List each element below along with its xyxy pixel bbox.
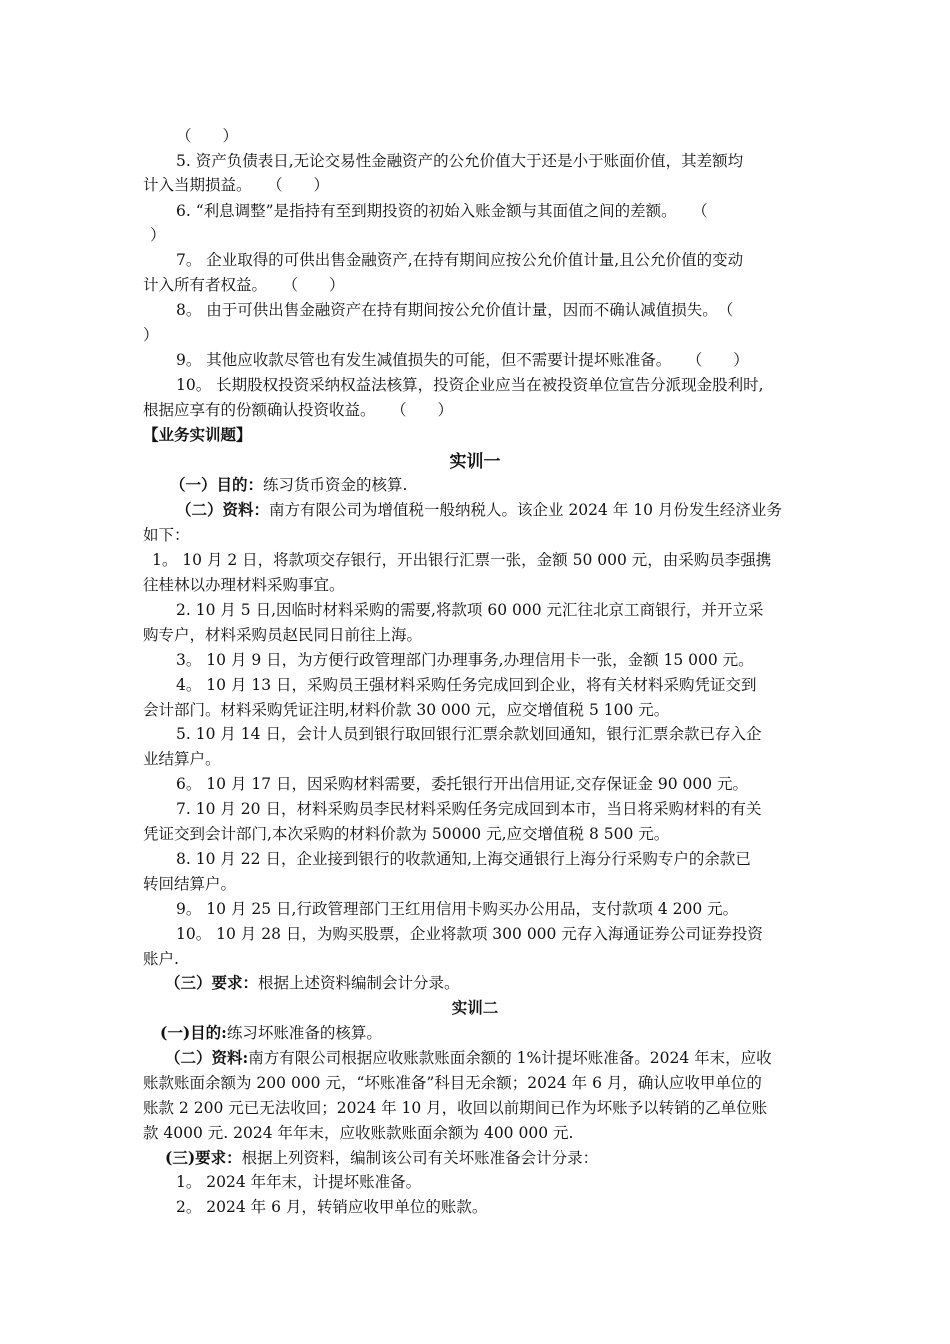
training-1-purpose <box>170 475 407 495</box>
training-1-material <box>176 500 782 520</box>
training-1-item-line: 8. 10 月 22 日，企业接到银行的收款通知,上海交通银行上海分行采购专户的余款已 <box>176 850 751 868</box>
purpose-label: (一)目的: <box>160 1023 227 1042</box>
question-8: 8。 由于可供出售金融资产在持有期间按公允价值计量，因而不确认减值损失。 （ <box>176 301 734 319</box>
training-2-title: 实训二 <box>451 998 499 1017</box>
training-2-material <box>165 1048 772 1068</box>
training-1-requirement <box>165 973 460 993</box>
purpose-label: （一）目的： <box>170 475 264 494</box>
material-text: 南方有限公司根据应收账款账面余额的 1%计提坏账准备。2024 年末，应收 <box>248 1049 772 1067</box>
question-6: 6. “利息调整”是指持有至到期投资的初始入账金额与其面值之间的差额。 （ <box>176 202 708 220</box>
training-1-title: 实训一 <box>449 452 501 472</box>
training-1-item-line: 10。 10 月 28 日，为购买股票，企业将款项 300 000 元存入海通证券公司证券投资 <box>176 925 763 943</box>
question-bracket-line: （ ） <box>176 127 239 145</box>
training-2-item: 2。 2024 年 6 月，转销应收甲单位的账款。 <box>176 1198 488 1216</box>
purpose-text: 练习坏账准备的核算。 <box>226 1024 382 1042</box>
training-2-requirement <box>165 1148 598 1168</box>
training-2-item: 1。 2024 年年末，计提坏账准备。 <box>176 1173 422 1191</box>
training-1-item-line: 往桂林以办理材料采购事宜。 <box>143 576 345 594</box>
training-1-item-line: 6。 10 月 17 日，因采购材料需要，委托银行开出信用证,交存保证金 90 000 元。 <box>176 775 749 793</box>
question-9: 9。 其他应收款尽管也有发生减值损失的可能，但不需要计提坏账准备。 （ ） <box>176 351 749 369</box>
training-1-item-line: 4。 10 月 13 日，采购员王强材料采购任务完成回到企业，将有关材料采购凭证交到 <box>176 676 757 694</box>
requirement-label: (三)要求： <box>165 1148 242 1167</box>
requirement-text: 根据上列资料，编制该公司有关坏账准备会计分录： <box>241 1149 599 1167</box>
requirement-label: （三）要求： <box>165 973 259 992</box>
question-7-cont: 计入所有者权益。 （ ） <box>143 276 345 294</box>
question-5: 5. 资产负债表日,无论交易性金融资产的公允价值大于还是小于账面价值，其差额均 <box>176 152 744 170</box>
training-2-material-line: 账款 2 200 元已无法收回；2024 年 10 月，收回以前期间已作为坏账予以转销的乙单位账 <box>143 1099 768 1117</box>
question-8-cont: ） <box>143 326 159 344</box>
training-2-purpose <box>160 1023 382 1043</box>
training-1-item-line: 7. 10 月 20 日，材料采购员李民材料采购任务完成回到本市，当日将采购材料的有关 <box>176 800 762 818</box>
training-1-material-cont: 如下： <box>143 526 190 544</box>
training-1-item-line: 2. 10 月 5 日,因临时材料采购的需要,将款项 60 000 元汇往北京工商银行，并开立采 <box>176 601 764 619</box>
training-1-item-line: 会计部门。材料采购凭证注明,材料价款 30 000 元，应交增值税 5 100 元。 <box>143 701 670 719</box>
material-label: （二）资料： <box>176 500 270 519</box>
training-2-material-line: 款 4000 元. 2024 年年末，应收账款账面余额为 400 000 元. <box>143 1124 574 1142</box>
training-1-item-line: 业结算户。 <box>143 750 221 768</box>
section-heading: 【业务实训题】 <box>143 425 252 444</box>
training-1-item-line: 购专户，材料采购员赵民同日前往上海。 <box>143 626 423 644</box>
training-1-item-line: 9。 10 月 25 日,行政管理部门王红用信用卡购买办公用品，支付款项 4 200 元。 <box>176 900 739 918</box>
training-1-item-line: 5. 10 月 14 日，会计人员到银行取回银行汇票余款划回通知，银行汇票余款已存入企 <box>176 725 762 743</box>
purpose-text: 练习货币资金的核算. <box>263 476 408 494</box>
training-1-item-line: 3。 10 月 9 日，为方便行政管理部门办理事务,办理信用卡一张，金额 15 000 元。 <box>176 651 754 669</box>
question-7: 7。 企业取得的可供出售金融资产,在持有期间应按公允价值计量,且公允价值的变动 <box>176 251 744 269</box>
question-5-cont: 计入当期损益。 （ ） <box>143 176 330 194</box>
training-1-item-line: 凭证交到会计部门,本次采购的材料价款为 50000 元,应交增值税 8 500 元。 <box>143 825 670 843</box>
question-6-cont: ） <box>150 226 166 244</box>
question-10-cont: 根据应享有的份额确认投资收益。 （ ） <box>143 401 454 419</box>
material-text: 南方有限公司为增值税一般纳税人。该企业 2024 年 10 月份发生经济业务 <box>269 501 782 519</box>
training-1-item-line: 账户. <box>143 950 179 968</box>
requirement-text: 根据上述资料编制会计分录。 <box>258 974 460 992</box>
training-1-item-line: 转回结算户。 <box>143 875 237 893</box>
question-10: 10。 长期股权投资采纳权益法核算，投资企业应当在被投资单位宣告分派现金股利时, <box>176 376 764 394</box>
training-1-item-line: 1。 10 月 2 日，将款项交存银行，开出银行汇票一张，金额 50 000 元，由采购员李强携 <box>152 551 772 569</box>
material-label: （二）资料: <box>165 1048 249 1067</box>
training-2-material-line: 账款账面余额为 200 000 元，“坏账准备”科目无余额；2024 年 6 月，确认应收甲单位的 <box>143 1074 762 1092</box>
